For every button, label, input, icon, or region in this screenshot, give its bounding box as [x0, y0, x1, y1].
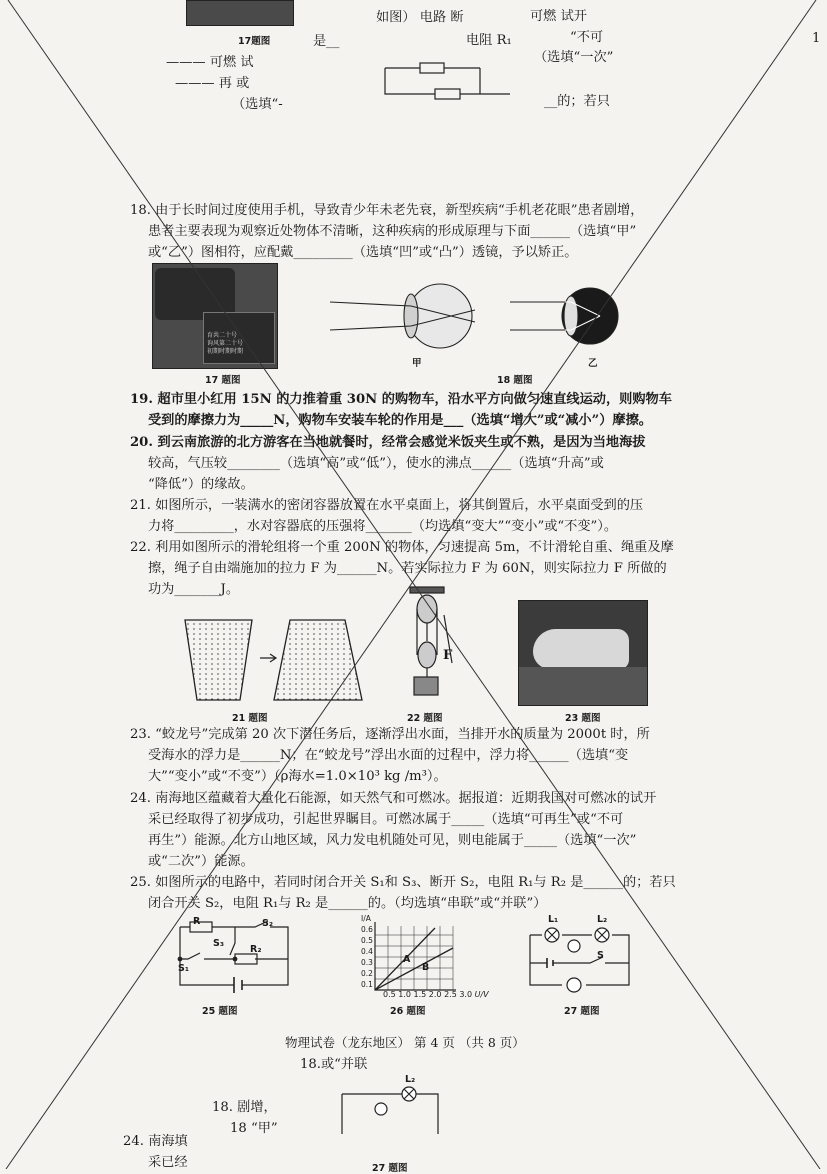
question-line: 或“乙”）图相符，应配戴_________（选填“凹”或“凸”）透镜，予以矫正。	[148, 245, 578, 260]
fig25-label-s2: S₂	[262, 918, 274, 929]
fragment-text: 18. 剧增，	[212, 1100, 277, 1115]
question-line: 较高，气压较________（选填“高”或“低”），使水的沸点______（选填“升高”或	[148, 456, 604, 471]
question-line: 大”“变小”或“不变”）（ρ海水=1.0×10³ kg /m³）。	[148, 769, 447, 784]
fig23-caption: 23 题图	[565, 713, 601, 724]
page-footer: 物理试卷（龙东地区） 第 4 页 （共 8 页）	[285, 1035, 525, 1050]
fig26-caption: 26 题图	[390, 1006, 426, 1017]
question-line: 受海水的浮力是______N；在“蛟龙号”浮出水面的过程中，浮力将______（选填“变	[148, 748, 629, 763]
fig25-caption: 25 题图	[202, 1006, 238, 1017]
question-line: 功为_______J。	[148, 582, 240, 597]
fragment-text: 采已经	[148, 1155, 188, 1170]
fragment-caption: 27 题图	[372, 1163, 408, 1174]
fig18-caption: 18 题图	[497, 375, 533, 386]
fig18-label-yi: 乙	[588, 358, 598, 369]
fig17-caption: 17 题图	[205, 375, 241, 386]
fig26-line-b-label: B	[422, 962, 430, 973]
fig26-yticks: I/A 0.6 0.5 0.4 0.3 0.2 0.1	[361, 914, 373, 989]
fig27-label-s: S	[597, 950, 604, 961]
fragment-text: 18.或“并联	[300, 1057, 368, 1072]
fragment-text: ——— 再 或	[175, 76, 250, 91]
page-corner-number: 1	[812, 31, 821, 46]
fragment-text: （选填“一次”	[534, 50, 614, 65]
question-line: 24. 南海地区蕴藏着大量化石能源，如天然气和可燃冰。据报道：近期我国对可燃冰的试开	[130, 791, 657, 806]
fig26-line-a-label: A	[403, 954, 411, 965]
fragment-text: 电阻 R₁	[466, 33, 512, 48]
fragment-text: 如图） 电路 断	[376, 10, 464, 25]
question-line: 19. 超市里小红用 15N 的力推着重 30N 的购物车，沿水平方向做匀速直线运动，则购物车	[130, 392, 672, 407]
question-line: 21. 如图所示，一装满水的密闭容器放置在水平桌面上，将其倒置后，水平桌面受到的压	[130, 498, 644, 513]
fig25-label-r2: R₂	[250, 944, 262, 955]
photo-caption: 育共二十号 询风第二十号 初期时期时期	[207, 332, 244, 355]
question-line: 25. 如图所示的电路中，若同时闭合开关 S₁和 S₃、断开 S₂，电阻 R₁与 R₂ 是______的；若只	[130, 875, 676, 890]
fragment-text: 可燃 试开	[530, 9, 587, 24]
fig27-label-l1: L₁	[548, 914, 559, 925]
fragment-text: ——— 可燃 试	[166, 55, 254, 70]
question-line: 22. 利用如图所示的滑轮组将一个重 200N 的物体，匀速提高 5m，不计滑轮自重、绳重及摩	[130, 540, 674, 555]
fig25-label-r1: R	[193, 916, 201, 927]
fig27-caption: 27 题图	[564, 1006, 600, 1017]
fig26-xticks: 0.5 1.0 1.5 2.0 2.5 3.0 U/V	[383, 990, 489, 999]
fragment-text: “不可	[570, 30, 604, 45]
fragment-label-l2: L₂	[405, 1074, 416, 1085]
fig21-caption: 21 题图	[232, 713, 268, 724]
fig22-caption: 22 题图	[407, 713, 443, 724]
fig17-caption-top: 17题图	[238, 36, 271, 47]
question-line: 擦，绳子自由端施加的拉力 F 为______N。若实际拉力 F 为 60N，则实际拉力 F 所做的	[148, 561, 667, 576]
fig25-label-s1: S₁	[178, 963, 190, 974]
question-line: 采已经取得了初步成功，引起世界瞩目。可燃冰属于_____（选填“可再生”或“不可	[148, 812, 624, 827]
question-line: 患者主要表现为观察近处物体不清晰，这种疾病的形成原理与下面______（选填“甲”	[148, 224, 637, 239]
question-line: 力将_________，水对容器底的压强将_______（均选填“变大”“变小”或“不变”）。	[148, 519, 618, 534]
fragment-text: 18 “甲”	[230, 1121, 278, 1136]
question-line: 再生”）能源。北方山地区域，风力发电机随处可见，则电能属于_____（选填“一次”	[148, 833, 637, 848]
question-line: 20. 到云南旅游的北方游客在当地就餐时，经常会感觉米饭夹生或不熟，是因为当地海拔	[130, 435, 646, 450]
fig18-label-jia: 甲	[412, 358, 422, 369]
question-line: “降低”）的缘故。	[148, 477, 254, 492]
question-line: 受到的摩擦力为_____N，购物车安装车轮的作用是___（选填“增大”或“减小”）摩擦。	[148, 413, 652, 428]
fig25-label-s3: S₃	[213, 938, 225, 949]
fig27-label-l2: L₂	[597, 914, 608, 925]
question-line: 闭合开关 S₂，电阻 R₁与 R₂ 是______的。（均选填“串联”或“并联”）	[148, 896, 547, 911]
question-line: 18. 由于长时间过度使用手机，导致青少年未老先衰，新型疾病“手机老花眼”患者剧增，	[130, 203, 644, 218]
fragment-text: 是__	[313, 34, 340, 49]
fragment-text: 24. 南海填	[123, 1134, 188, 1149]
force-label: F	[443, 648, 453, 663]
question-line: 23. “蛟龙号”完成第 20 次下潜任务后，逐渐浮出水面，当排开水的质量为 2000t 时，所	[130, 727, 650, 742]
fragment-text: （选填“-	[232, 97, 283, 112]
fragment-text: __的；若只	[544, 94, 610, 109]
question-line: 或“二次”）能源。	[148, 854, 254, 869]
